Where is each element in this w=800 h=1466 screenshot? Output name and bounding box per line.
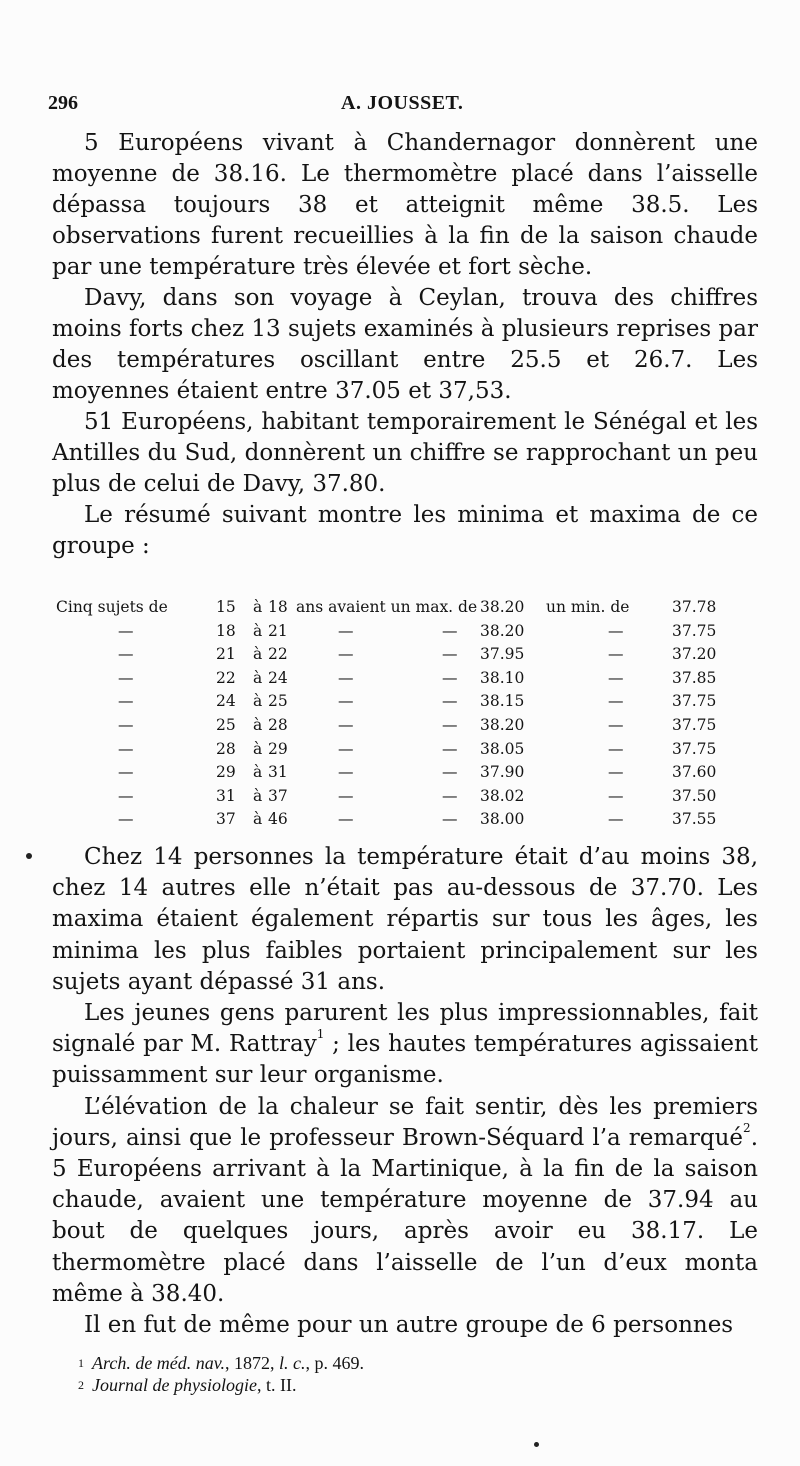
table-row <box>56 620 756 644</box>
paragraph <box>52 1310 758 1341</box>
body-text-bottom <box>52 842 758 1341</box>
footnote-ref: 1 <box>316 1027 325 1042</box>
age-separator: à <box>253 810 263 829</box>
footnote-number: 2 <box>78 1378 84 1392</box>
paragraph: Le résumé suivant montre les minima et maxima de ce groupe : <box>52 502 758 559</box>
age-separator: à <box>253 645 263 664</box>
paragraph-text: Il en fut de même pour un autre groupe de 6 personnes <box>84 1312 734 1339</box>
ditto-dash: — <box>608 739 624 758</box>
ditto-dash: — <box>338 786 354 805</box>
ditto-dash: — <box>338 763 354 782</box>
paragraph: 5 Européens vivant à Chandernagor donnèrent une moyenne de 38.16. Le thermomètre placé dans l’aisselle dépassa toujours 38 et atteignit même 38.5. Les observations furent recueillies à la fin de la saison chaude par une température très élevée et fort sèche. <box>52 130 758 280</box>
age-from: 21 <box>216 645 236 664</box>
table-row <box>56 808 756 832</box>
footnotes <box>78 1352 738 1396</box>
age-from: 28 <box>216 739 236 758</box>
min-value: 37.50 <box>672 786 717 805</box>
ditto-dash: — <box>118 810 134 829</box>
paragraph <box>52 998 758 1092</box>
ditto-dash: — <box>442 668 458 687</box>
age-to: 28 <box>268 715 288 734</box>
age-to: 21 <box>268 621 288 640</box>
ditto-dash: — <box>118 668 134 687</box>
ditto-dash: — <box>118 763 134 782</box>
footnote-citation: l. c. <box>278 1353 306 1373</box>
ditto-dash: — <box>442 715 458 734</box>
age-to: 18 <box>268 598 288 616</box>
ditto-dash: — <box>338 715 354 734</box>
age-from: 25 <box>216 715 236 734</box>
age-to: 29 <box>268 739 288 758</box>
footnote-text: , p. 469. <box>305 1353 364 1373</box>
paragraph <box>52 1092 758 1310</box>
age-from: 15 <box>216 598 236 616</box>
ditto-dash: — <box>338 739 354 758</box>
ink-spot <box>26 853 32 859</box>
min-value: 37.78 <box>672 598 717 616</box>
max-value: 37.90 <box>480 763 525 782</box>
ditto-dash: — <box>338 645 354 664</box>
ditto-dash: — <box>442 810 458 829</box>
footnote-citation: Arch. de méd. nav. <box>92 1353 225 1373</box>
table-row <box>56 714 756 738</box>
table-row <box>56 667 756 691</box>
age-from: 29 <box>216 763 236 782</box>
ditto-dash: — <box>118 715 134 734</box>
age-separator: à <box>253 739 263 758</box>
table-row <box>56 761 756 785</box>
min-value: 37.75 <box>672 739 717 758</box>
max-value: 38.20 <box>480 715 525 734</box>
ditto-dash: — <box>442 739 458 758</box>
page-number: 296 <box>48 92 78 114</box>
age-separator: à <box>253 786 263 805</box>
ditto-dash: — <box>608 810 624 829</box>
ditto-dash: — <box>442 621 458 640</box>
max-value: 38.00 <box>480 810 525 829</box>
ditto-dash: — <box>442 786 458 805</box>
footnote-text: , 1872, <box>224 1353 279 1373</box>
paragraph-text: Les jeunes gens parurent les plus impressionnables, fait signalé par M. Rattray <box>52 1000 758 1058</box>
paragraph-text: L’élévation de la chaleur se fait sentir, dès les premiers jours, ainsi que le professeur Brown-Séquard l’a remarqué <box>52 1093 758 1151</box>
ditto-dash: — <box>442 763 458 782</box>
ditto-dash: — <box>608 621 624 640</box>
footnote-ref: 2 <box>743 1120 751 1135</box>
age-to: 24 <box>268 668 288 687</box>
table-row <box>56 690 756 714</box>
paragraph <box>52 842 758 998</box>
age-to: 25 <box>268 692 288 711</box>
footnote-text: , t. II. <box>256 1375 297 1395</box>
age-to: 46 <box>268 810 288 829</box>
max-value: 38.20 <box>480 621 525 640</box>
footnote <box>78 1352 738 1374</box>
age-from: 37 <box>216 810 236 829</box>
age-separator: à <box>253 715 263 734</box>
footnote-number: 1 <box>78 1356 84 1370</box>
running-head-author: A. JOUSSET. <box>341 92 464 114</box>
age-separator: à <box>253 692 263 711</box>
min-value: 37.85 <box>672 668 717 687</box>
ditto-dash: — <box>442 692 458 711</box>
age-separator: à <box>253 763 263 782</box>
min-value: 37.75 <box>672 715 717 734</box>
paragraph-text: . 5 Européens arrivant à la Martinique, à la fin de la saison chaude, avaient une température moyenne de 37.94 au bout de quelques jours, après avoir eu 38.17. Le thermomètre placé dans l’aisselle de l’un d’eux monta même à 38.40. <box>52 1124 758 1307</box>
age-to: 22 <box>268 645 288 664</box>
table-row <box>56 643 756 667</box>
min-label: un min. de <box>546 598 630 616</box>
min-value: 37.55 <box>672 810 717 829</box>
ditto-dash: — <box>338 668 354 687</box>
ditto-dash: — <box>118 645 134 664</box>
paragraph: 51 Européens, habitant temporairement le Sénégal et les Antilles du Sud, donnèrent un chiffre se rapprochant un peu plus de celui de Davy, 37.80. <box>52 409 758 497</box>
paragraph-text: Chez 14 personnes la température était d’au moins 38, chez 14 autres elle n’était pas au-dessous de 37.70. Les maxima étaient également répartis sur tous les âges, les minima les plus faibles portaient principalement sur les sujets ayant dépassé 31 ans. <box>52 844 758 995</box>
max-value: 37.95 <box>480 645 525 664</box>
age-from: 18 <box>216 621 236 640</box>
ditto-dash: — <box>118 621 134 640</box>
footnote-citation: Journal de physiologie <box>92 1375 257 1395</box>
table-row <box>56 596 756 620</box>
paragraph: Davy, dans son voyage à Ceylan, trouva des chiffres moins forts chez 13 sujets examinés à plusieurs reprises par des températures oscillant entre 25.5 et 26.7. Les moyennes étaient entre 37.05 et 37,53. <box>52 285 758 404</box>
age-from: 31 <box>216 786 236 805</box>
row-mid-text: ans avaient un max. de <box>296 598 478 616</box>
ditto-dash: — <box>608 668 624 687</box>
ditto-dash: — <box>338 810 354 829</box>
table-row <box>56 738 756 762</box>
ditto-dash: — <box>608 645 624 664</box>
age-separator: à <box>253 598 263 616</box>
ditto-dash: — <box>608 763 624 782</box>
age-to: 31 <box>268 763 288 782</box>
page-header <box>48 92 752 118</box>
ditto-dash: — <box>608 786 624 805</box>
ink-spot <box>534 1442 539 1447</box>
min-value: 37.75 <box>672 621 717 640</box>
ditto-dash: — <box>338 621 354 640</box>
body-text-top <box>52 128 758 562</box>
temperature-table <box>56 596 756 832</box>
footnote <box>78 1374 738 1396</box>
ditto-dash: — <box>118 692 134 711</box>
min-value: 37.75 <box>672 692 717 711</box>
max-value: 38.02 <box>480 786 525 805</box>
age-from: 24 <box>216 692 236 711</box>
min-value: 37.60 <box>672 763 717 782</box>
age-to: 37 <box>268 786 288 805</box>
table-row <box>56 785 756 809</box>
row-lead-text: Cinq sujets de <box>56 598 168 616</box>
ditto-dash: — <box>118 739 134 758</box>
age-from: 22 <box>216 668 236 687</box>
ditto-dash: — <box>608 715 624 734</box>
age-separator: à <box>253 621 263 640</box>
ditto-dash: — <box>442 645 458 664</box>
max-value: 38.15 <box>480 692 525 711</box>
paragraph-text: ; les hautes températures agissaient puissamment sur leur organisme. <box>52 1031 759 1089</box>
max-value: 38.05 <box>480 739 525 758</box>
age-separator: à <box>253 668 263 687</box>
min-value: 37.20 <box>672 645 717 664</box>
max-value: 38.20 <box>480 598 525 616</box>
ditto-dash: — <box>118 786 134 805</box>
max-value: 38.10 <box>480 668 525 687</box>
ditto-dash: — <box>338 692 354 711</box>
ditto-dash: — <box>608 692 624 711</box>
